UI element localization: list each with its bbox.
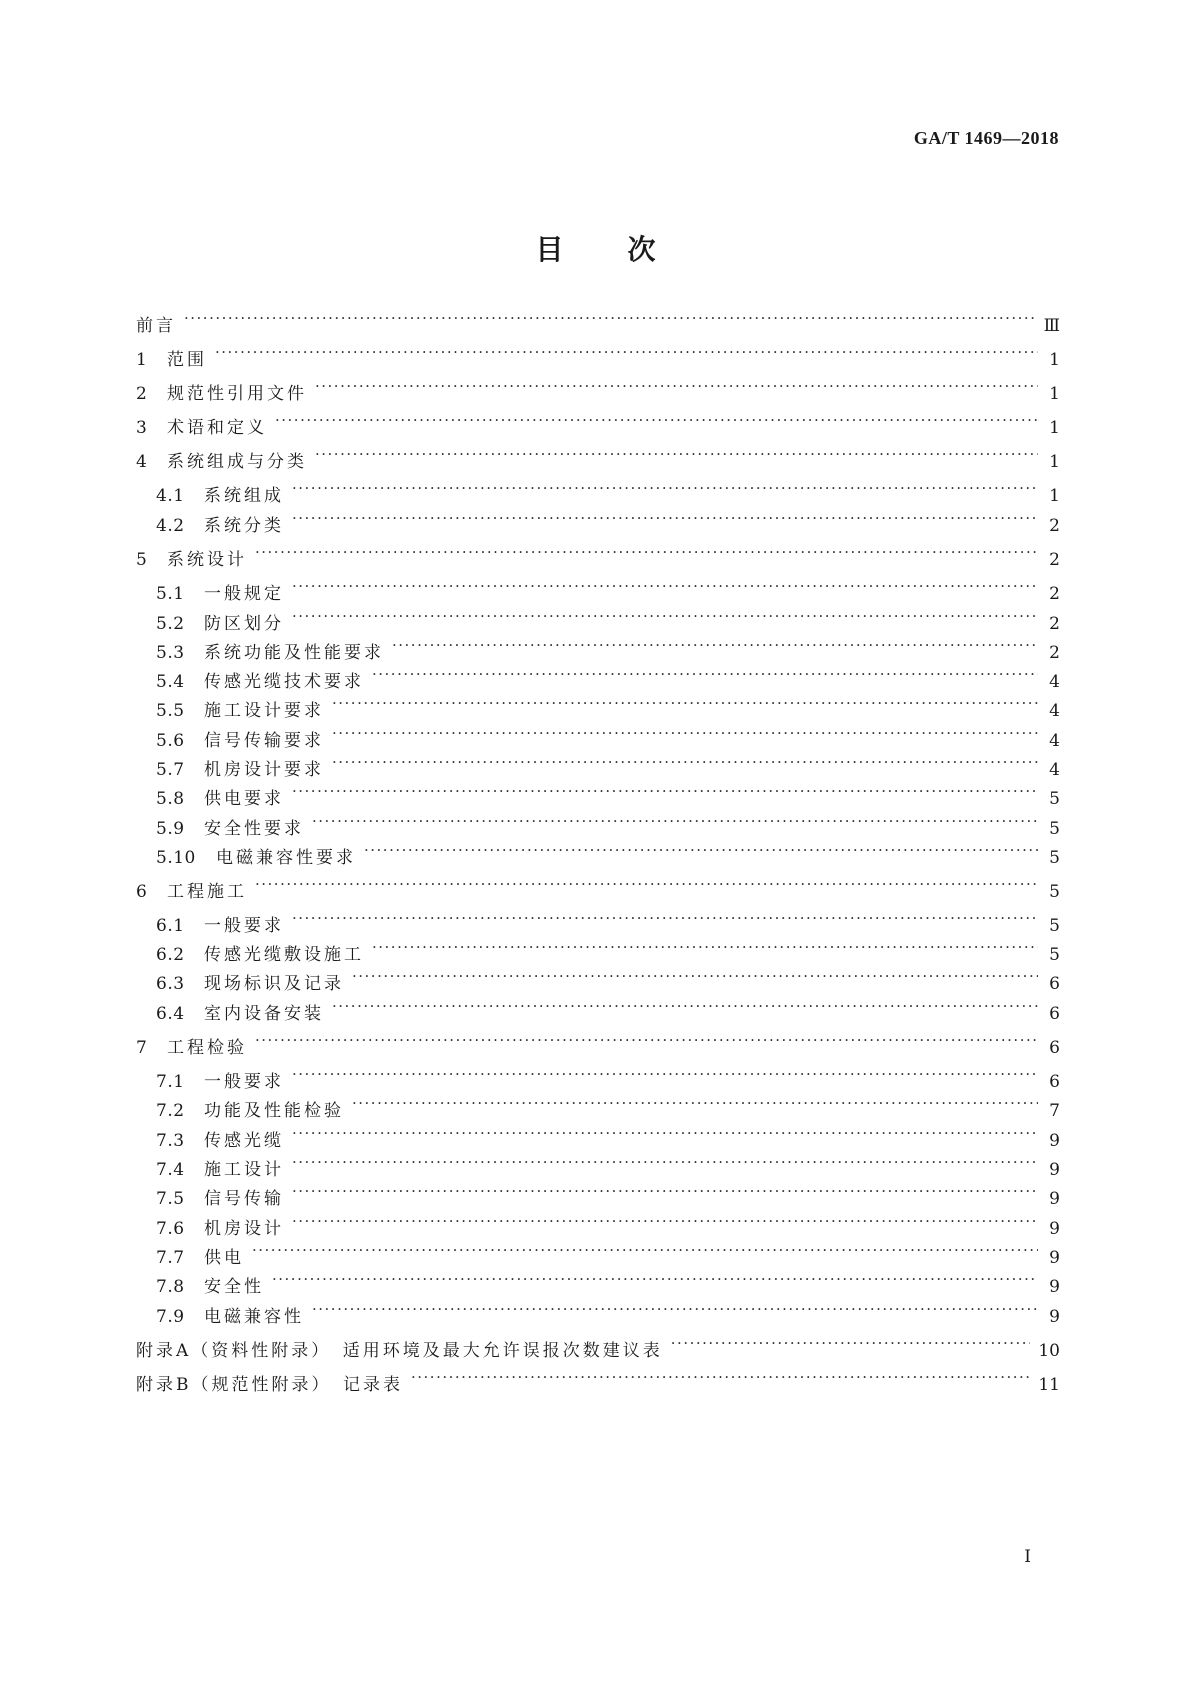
page-title-char-2: 次 (627, 233, 656, 266)
toc-entry-page: 4 (1049, 701, 1060, 721)
toc-leader-dots (332, 749, 1038, 775)
toc-entry-title: 安全性 (204, 1277, 264, 1297)
toc-entry-1[interactable] (136, 339, 1060, 370)
toc-entry-number: 5.3 (156, 643, 185, 663)
toc-entry-7-9[interactable] (156, 1296, 1060, 1327)
toc-entry-title: 机房设计 (204, 1219, 284, 1239)
toc-leader-dots (184, 305, 1036, 331)
toc-entry-title: 系统功能及性能要求 (204, 643, 384, 663)
toc-entry-title: 传感光缆 (204, 1131, 284, 1151)
toc-leader-dots (332, 690, 1038, 716)
toc-leader-dots (312, 1296, 1038, 1322)
toc-entry-7-5[interactable] (156, 1178, 1060, 1209)
toc-entry-title: 系统分类 (204, 516, 284, 536)
toc-entry-page: 1 (1049, 486, 1060, 506)
toc-entry-4-1[interactable] (156, 475, 1060, 506)
toc-entry-page: 9 (1049, 1307, 1060, 1327)
toc-leader-dots (372, 934, 1038, 960)
toc-entry-page: Ⅲ (1043, 316, 1060, 336)
toc-entry-page: 4 (1049, 760, 1060, 780)
toc-entry-3[interactable] (136, 407, 1060, 438)
toc-entry-5-3[interactable] (156, 632, 1060, 663)
toc-leader-dots (255, 871, 1038, 897)
toc-entry-title: 一般要求 (204, 916, 284, 936)
toc-leader-dots (272, 1266, 1038, 1292)
toc-entry-foreword[interactable] (136, 305, 1060, 336)
toc-entry-7-1[interactable] (156, 1061, 1060, 1092)
toc-entry-page: 6 (1049, 1072, 1060, 1092)
toc-entry-5-5[interactable] (156, 690, 1060, 721)
toc-leader-dots (255, 1027, 1038, 1053)
toc-entry-7-6[interactable] (156, 1208, 1060, 1239)
toc-entry-5[interactable] (136, 539, 1060, 570)
toc-entry-title: 供电 (204, 1248, 244, 1268)
toc-leader-dots (292, 603, 1038, 629)
toc-entry-page: 1 (1049, 452, 1060, 472)
toc-entry-page: 10 (1038, 1341, 1060, 1361)
toc-entry-6-3[interactable] (156, 963, 1060, 994)
toc-entry-number: 7.9 (156, 1307, 185, 1327)
toc-entry-title: 一般要求 (204, 1072, 284, 1092)
toc-entry-title: 机房设计要求 (204, 760, 324, 780)
toc-entry-number: 6.3 (156, 974, 185, 994)
toc-entry-5-2[interactable] (156, 603, 1060, 634)
toc-entry-6-4[interactable] (156, 993, 1060, 1024)
toc-leader-dots (312, 808, 1038, 834)
toc-entry-page: 4 (1049, 731, 1060, 751)
toc-entry-number: 7.1 (156, 1072, 185, 1092)
toc-entry-page: 5 (1049, 916, 1060, 936)
toc-entry-number: 5.5 (156, 701, 185, 721)
toc-entry-page: 1 (1049, 350, 1060, 370)
toc-entry-page: 11 (1038, 1375, 1060, 1395)
page-title-char-1: 目 (535, 233, 564, 266)
toc-entry-page: 2 (1049, 614, 1060, 634)
toc-entry-title: 规范性引用文件 (167, 384, 307, 404)
toc-leader-dots (372, 661, 1038, 687)
page-number: I (1024, 1547, 1031, 1567)
toc-entry-appendix-b[interactable] (136, 1364, 1060, 1395)
toc-entry-6[interactable] (136, 871, 1060, 902)
toc-entry-title: 系统组成 (204, 486, 284, 506)
toc-entry-number: 7.8 (156, 1277, 185, 1297)
toc-leader-dots (352, 963, 1038, 989)
toc-leader-dots (671, 1330, 1031, 1356)
toc-entry-5-7[interactable] (156, 749, 1060, 780)
toc-leader-dots (315, 373, 1038, 399)
toc-leader-dots (275, 407, 1038, 433)
toc-entry-6-2[interactable] (156, 934, 1060, 965)
toc-entry-5-9[interactable] (156, 808, 1060, 839)
toc-entry-page: 9 (1049, 1277, 1060, 1297)
toc-leader-dots (292, 778, 1038, 804)
toc-leader-dots (392, 632, 1038, 658)
toc-entry-title: 电磁兼容性 (204, 1307, 304, 1327)
toc-leader-dots (255, 539, 1038, 565)
toc-leader-dots (292, 1120, 1038, 1146)
toc-entry-number: 6.4 (156, 1004, 185, 1024)
toc-entry-number: 6.1 (156, 916, 185, 936)
toc-entry-number: 5.2 (156, 614, 185, 634)
toc-entry-6-1[interactable] (156, 905, 1060, 936)
toc-entry-4[interactable] (136, 441, 1060, 472)
toc-entry-number: 4.2 (156, 516, 185, 536)
toc-entry-title: 工程施工 (167, 882, 247, 902)
toc-leader-dots (315, 441, 1038, 467)
toc-entry-title: 传感光缆技术要求 (204, 672, 364, 692)
toc-entry-number: 7.7 (156, 1248, 185, 1268)
toc-entry-number: 5.1 (156, 584, 185, 604)
toc-entry-page: 5 (1049, 882, 1060, 902)
toc-entry-title: 系统组成与分类 (167, 452, 307, 472)
toc-entry-title: 现场标识及记录 (204, 974, 344, 994)
toc-entry-title: 施工设计要求 (204, 701, 324, 721)
toc-entry-title: 传感光缆敷设施工 (204, 945, 364, 965)
toc-entry-page: 9 (1049, 1189, 1060, 1209)
toc-entry-number: 4.1 (156, 486, 185, 506)
toc-entry-page: 5 (1049, 819, 1060, 839)
toc-leader-dots (292, 1178, 1038, 1204)
toc-entry-page: 4 (1049, 672, 1060, 692)
toc-entry-page: 1 (1049, 418, 1060, 438)
toc-leader-dots (292, 1149, 1038, 1175)
toc-entry-title: 信号传输要求 (204, 731, 324, 751)
toc-entry-number: 6.2 (156, 945, 185, 965)
toc-entry-7-8[interactable] (156, 1266, 1060, 1297)
toc-entry-number: 5.9 (156, 819, 185, 839)
toc-entry-number: 5.7 (156, 760, 185, 780)
toc-entry-title: 术语和定义 (167, 418, 267, 438)
toc-leader-dots (411, 1364, 1030, 1390)
toc-entry-5-4[interactable] (156, 661, 1060, 692)
toc-entry-number: 7.3 (156, 1131, 185, 1151)
toc-entry-title: 施工设计 (204, 1160, 284, 1180)
toc-entry-page: 5 (1049, 789, 1060, 809)
toc-entry-2[interactable] (136, 373, 1060, 404)
toc-entry-page: 9 (1049, 1219, 1060, 1239)
toc-entry-number: 7.4 (156, 1160, 185, 1180)
toc-leader-dots (292, 1061, 1038, 1087)
toc-entry-number: 5 (136, 550, 148, 570)
toc-entry-page: 2 (1049, 584, 1060, 604)
toc-entry-appendix-a[interactable] (136, 1330, 1060, 1361)
toc-entry-number: 7 (136, 1038, 148, 1058)
toc-entry-page: 5 (1049, 945, 1060, 965)
toc-entry-title: 工程检验 (167, 1038, 247, 1058)
toc-entry-5-6[interactable] (156, 720, 1060, 751)
toc-entry-title: 系统设计 (167, 550, 247, 570)
toc-entry-number: 5.10 (156, 848, 196, 868)
toc-entry-7-3[interactable] (156, 1120, 1060, 1151)
toc-entry-page: 6 (1049, 1038, 1060, 1058)
toc-entry-title: 范围 (167, 350, 207, 370)
toc-entry-page: 2 (1049, 643, 1060, 663)
toc-leader-dots (292, 505, 1038, 531)
toc-entry-page: 6 (1049, 974, 1060, 994)
toc-leader-dots (292, 475, 1038, 501)
toc-entry-title: 信号传输 (204, 1189, 284, 1209)
toc-entry-number: 1 (136, 350, 148, 370)
toc-entry-title: 防区划分 (204, 614, 284, 634)
toc-entry-page: 6 (1049, 1004, 1060, 1024)
toc-entry-page: 5 (1049, 848, 1060, 868)
toc-entry-page: 9 (1049, 1160, 1060, 1180)
toc-entry-7-7[interactable] (156, 1237, 1060, 1268)
toc-leader-dots (364, 837, 1038, 863)
toc-entry-title: 功能及性能检验 (204, 1101, 344, 1121)
toc-entry-5-1[interactable] (156, 573, 1060, 604)
toc-entry-title: 安全性要求 (204, 819, 304, 839)
toc-entry-page: 9 (1049, 1248, 1060, 1268)
toc-entry-7[interactable] (136, 1027, 1060, 1058)
toc-entry-page: 9 (1049, 1131, 1060, 1151)
toc-entry-page: 7 (1049, 1101, 1060, 1121)
toc-entry-4-2[interactable] (156, 505, 1060, 536)
toc-entry-title: 一般规定 (204, 584, 284, 604)
toc-entry-title: 电磁兼容性要求 (216, 848, 356, 868)
toc-entry-number: 5.8 (156, 789, 185, 809)
toc-entry-title: 供电要求 (204, 789, 284, 809)
toc-entry-5-8[interactable] (156, 778, 1060, 809)
toc-entry-7-2[interactable] (156, 1090, 1060, 1121)
toc-leader-dots (292, 1208, 1038, 1234)
toc-leader-dots (215, 339, 1038, 365)
toc-entry-number: 7.6 (156, 1219, 185, 1239)
toc-entry-number: 5.4 (156, 672, 185, 692)
toc-leader-dots (332, 993, 1038, 1019)
toc-entry-title: 附录A（资料性附录） 适用环境及最大允许误报次数建议表 (136, 1341, 663, 1361)
toc-entry-title: 室内设备安装 (204, 1004, 324, 1024)
toc-entry-number: 3 (136, 418, 148, 438)
toc-entry-page: 1 (1049, 384, 1060, 404)
toc-entry-number: 4 (136, 452, 148, 472)
toc-leader-dots (292, 905, 1038, 931)
toc-leader-dots (292, 573, 1038, 599)
toc-leader-dots (352, 1090, 1038, 1116)
toc-entry-page: 2 (1049, 516, 1060, 536)
document-code: GA/T 1469—2018 (913, 128, 1059, 148)
toc-entry-7-4[interactable] (156, 1149, 1060, 1180)
toc-leader-dots (252, 1237, 1038, 1263)
toc-entry-number: 7.2 (156, 1101, 185, 1121)
toc-entry-number: 2 (136, 384, 148, 404)
toc-entry-number: 7.5 (156, 1189, 185, 1209)
toc-entry-5-10[interactable] (156, 837, 1060, 868)
toc-leader-dots (332, 720, 1038, 746)
toc-entry-number: 6 (136, 882, 148, 902)
toc-entry-number: 5.6 (156, 731, 185, 751)
toc-entry-title: 附录B（规范性附录） 记录表 (136, 1375, 403, 1395)
toc-entry-page: 2 (1049, 550, 1060, 570)
toc-entry-title: 前言 (136, 316, 176, 336)
